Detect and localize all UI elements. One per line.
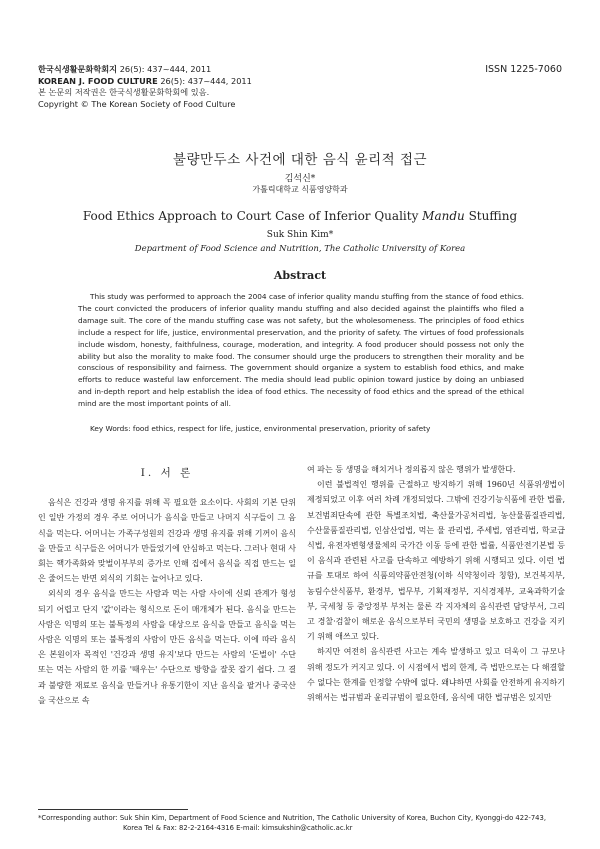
volume-en: 26(5): 437~444, 2011: [160, 75, 252, 86]
footnote-rule: [38, 809, 188, 810]
footnote-line: Korea Tel & Fax: 82-2-2164-4316 E-mail: kimsukshin@catholic.ac.kr: [123, 824, 353, 832]
issn: ISSN 1225-7060: [485, 64, 562, 75]
title-korean: 불량만두소 사건에 대한 음식 윤리적 접근: [172, 152, 428, 168]
paragraph: 여 파는 등 생명을 해치거나 정의롭지 않은 행위가 발생한다.: [307, 465, 516, 474]
journal-name-en: KOREAN J. FOOD CULTURE: [38, 75, 158, 86]
paragraph: 외식의 경우 음식을 만드는 사람과 먹는 사람 사이에 신뢰 관계가 형성되기 어렵고 단지 '값'이라는 형식으로 돈이 매개체가 된다. 음식을 만드는 사람은 익명의 또는 불특정의 사람을 대상으로 음식을 만들고 음식을 먹는 사람은 익명의 또는 불특정의 사람이 만든 음식을 먹는다. 이에 따라 음식은 본원이자 목적인 '건강과 생명 유지'보다 만드는 사람의 '돈벌이' 수단 또는 먹는 사람의 한 끼를 '때우는' 수단으로 방향을 잘못 잡기 쉽다. 그 결과 불량한 재료로 음식을 만들거나 유통기한이 지난 음식을 팔거나 중국산을 국산으로 속: [38, 589, 296, 705]
journal-name-ko: 한국식생활문화학회지: [38, 64, 118, 74]
body-column-left: [38, 462, 296, 708]
paragraph: 음식은 건강과 생명 유지를 위해 꼭 필요한 요소이다. 사회의 기본 단위인 일반 가정의 경우 주로 어머니가 음식을 만들고 나머지 식구들이 그 음식을 먹는다. 어머니는 가족구성원의 건강과 생명 유지를 위해 기꺼이 음식을 만들고 식구들은 어머니가 만들었기에 안심하고 먹는다. 그러나 현대 사회는 핵가족화와 맞벌이부부의 증가로 인해 집에서 음식을 직접 만드는 일은 줄어드는 반면 외식의 기회는 늘어나고 있다.: [38, 498, 296, 584]
copyright-en: Copyright © The Korean Society of Food Culture: [38, 98, 236, 109]
title-english: [0, 209, 600, 223]
volume-ko: 26(5): 437~444, 2011: [119, 64, 212, 74]
paragraph: 하지만 여전히 음식관련 사고는 계속 발생하고 있고 더욱이 그 규모나 위해 정도가 커지고 있다. 이 시점에서 법의 한계, 즉 법만으로는 다 해결할 수 없다는 한계를 인정할 수밖에 없다. 왜냐하면 사회를 안전하게 유지하기 위해서는 법규범과 윤리규범이 필요한데, 음식에 대한 법규범은 있지만: [307, 647, 565, 703]
abstract-text: This study was performed to approach the 2004 case of inferior quality mandu stuffing from the stance of food ethics. The court convicted the producers of inferior quality mandu stuffing and also decided against the plaintiffs who filed a damage suit. The core of the mandu stuffing case was not safety, but the wholesomeness. The principles of food ethics include a respect for life, justice, environmental preservation, and the priority of safety. The virtues of food professionals include wisdom, honesty, faithfulness, courage, moderation, and integrity. A food producer should possess not only the ability but also the morality to make food. The consumer should urge the producers to strengthen their morality and be conscious of responsibility and fairness. The government should organize a system to establish food ethics, and make efforts to reduce wasteful law enforcement. The media should lead public opinion toward justice by doing an unbiased and in-depth report and help establish the idea of food ethics. The necessity of food ethics and the spread of the ethical mind are the most important points of all.: [78, 292, 524, 409]
footnote: [38, 813, 546, 833]
body-column-right: [307, 462, 565, 705]
section-heading: I. 서 론: [140, 467, 194, 479]
copyright-ko: 본 논문의 저작권은 한국식생활문화학회에 있음.: [38, 87, 210, 97]
footnote-line: *Corresponding author: Suk Shin Kim, Department of Food Science and Nutrition, The Catholic University of Korea, Buchon City, Kyonggi-do 422-743,: [38, 814, 546, 822]
title-en-prefix: Food Ethics Approach to Court Case of Inferior Quality: [82, 209, 423, 223]
author-korean: 김석신*: [284, 174, 316, 184]
title-en-suffix: Stuffing: [464, 209, 518, 223]
keywords: Key Words: food ethics, respect for life, justice, environmental preservation, priority of safety: [90, 424, 431, 433]
journal-header: [38, 64, 252, 110]
title-en-italic: Mandu: [422, 209, 465, 223]
affiliation-korean: 가톨릭대학교 식품영양학과: [252, 185, 348, 194]
author-english: Suk Shin Kim*: [266, 230, 334, 240]
affiliation-english: Department of Food Science and Nutrition, The Catholic University of Korea: [134, 244, 466, 254]
abstract-heading: Abstract: [273, 269, 327, 282]
paragraph: 이런 불법적인 행위를 근절하고 방지하기 위해 1960년 식품위생법이 제정되었고 이후 여러 차례 개정되었다. 그밖에 건강기능식품에 관한 법률, 보건범죄단속에 관한 특별조치법, 축산물가공처리법, 농산물품질관리법, 수산물품질관리법, 인삼산업법, 먹는 물 관리법, 주세법, 염관리법, 학교급식법, 유전자변형생물체의 국가간 이동 등에 관한 법률, 식품안전기본법 등이 음식과 관련된 사고를 단속하고 예방하기 위해 시행되고 있다. 이런 법규를 토대로 하여 식품의약품안전청(이하 식약청이라 칭함), 보건복지부, 농림수산식품부, 환경부, 법무부, 기획재정부, 지식경제부, 교육과학기술부, 국세청 등 중앙정부 부처는 물론 각 지자체의 음식관련 담당부서, 그리고 경찰·검찰이 해로운 음식으로부터 국민의 생명을 보호하고 건강을 지키기 위해 애쓰고 있다.: [307, 480, 565, 642]
